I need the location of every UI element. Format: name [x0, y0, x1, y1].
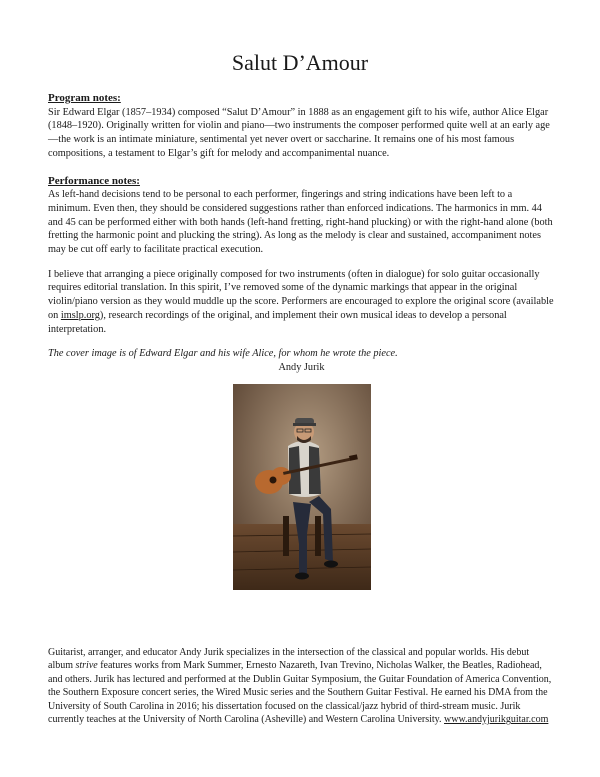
- performer-photo-illustration: [233, 384, 371, 590]
- performance-notes-heading: Performance notes:: [48, 174, 140, 187]
- bio-body: features works from Mark Summer, Ernesto Nazareth, Ivan Trevino, Nicholas Walker, the Beatles, Radiohead, and others. Jurik has lectured and performed at the Dublin Guitar Symposium, the Guitar Foundation of America Convention, the Southern Exposure concert series, the Wired Music series and the Southern Guitar Festival. He earned his DMA from the University of South Carolina in 2016; his dissertation focused on the classical/jazz hybrid of third-stream music. Jurik currently teaches at the University of North Carolina (Asheville) and Western Carolina University.: [48, 660, 552, 726]
- notes-section: [48, 92, 555, 590]
- program-notes-text: Sir Edward Elgar (1857–1934) composed “Salut D’Amour” in 1888 as an engagement gift to his wife, author Alice Elgar (1848–1920). Originally written for violin and piano—two instruments the composer performed quite well at an early age—the work is an intimate miniature, sentimental yet never overt or saccharine. It remains one of his most famous compositions, a testament to Elgar’s gift for melody and accompanimental nuance.: [48, 106, 550, 159]
- performer-photo: [233, 384, 371, 590]
- website-link[interactable]: www.andyjurikguitar.com: [444, 714, 549, 726]
- paragraph-2-start: I believe that arranging a piece originally composed for two instruments (often in dialogue) for solo guitar occasionally requires editorial translation. In this spirit, I’ve removed some of the dynamic markings that appear in the original violin/piano version as they would muddle up the score. Performers are encouraged to explore the original score (available on: [48, 268, 554, 321]
- album-title: strive: [75, 660, 98, 672]
- program-notes-heading: Program notes:: [48, 92, 121, 104]
- paragraph-2-end: ), research recordings of the original, and implement their own musical ideas to develop a personal interpretation.: [48, 309, 507, 335]
- imslp-link[interactable]: imslp.org: [60, 309, 100, 321]
- cover-image-note: The cover image is of Edward Elgar and his wife Alice, for whom he wrote the piece.: [48, 348, 398, 360]
- page-title: Salut D’Amour: [231, 50, 369, 75]
- performance-notes-paragraph-1: As left-hand decisions tend to be personal to each performer, fingerings and string indications have been left to a minimum. Even then, they should be considered suggestions rather than enforced indications. The harmonics in mm. 44 and 45 can be performed either with both hands (left-hand fretting, right-hand plucking) or with the right-hand alone (both fretting the harmonic point and plucking the string). As long as the melody is clear and sustained, accompaniment notes may be cut off early to facilitate practical execution.: [48, 189, 553, 256]
- bio-intro: Guitarist, arranger, and educator Andy Jurik specializes in the intersection of the classical and popular worlds. His debut album: [48, 647, 530, 672]
- performer-bio: [48, 646, 555, 726]
- photo-caption: Andy Jurik: [278, 361, 325, 373]
- performance-notes-paragraph-2: [48, 268, 555, 337]
